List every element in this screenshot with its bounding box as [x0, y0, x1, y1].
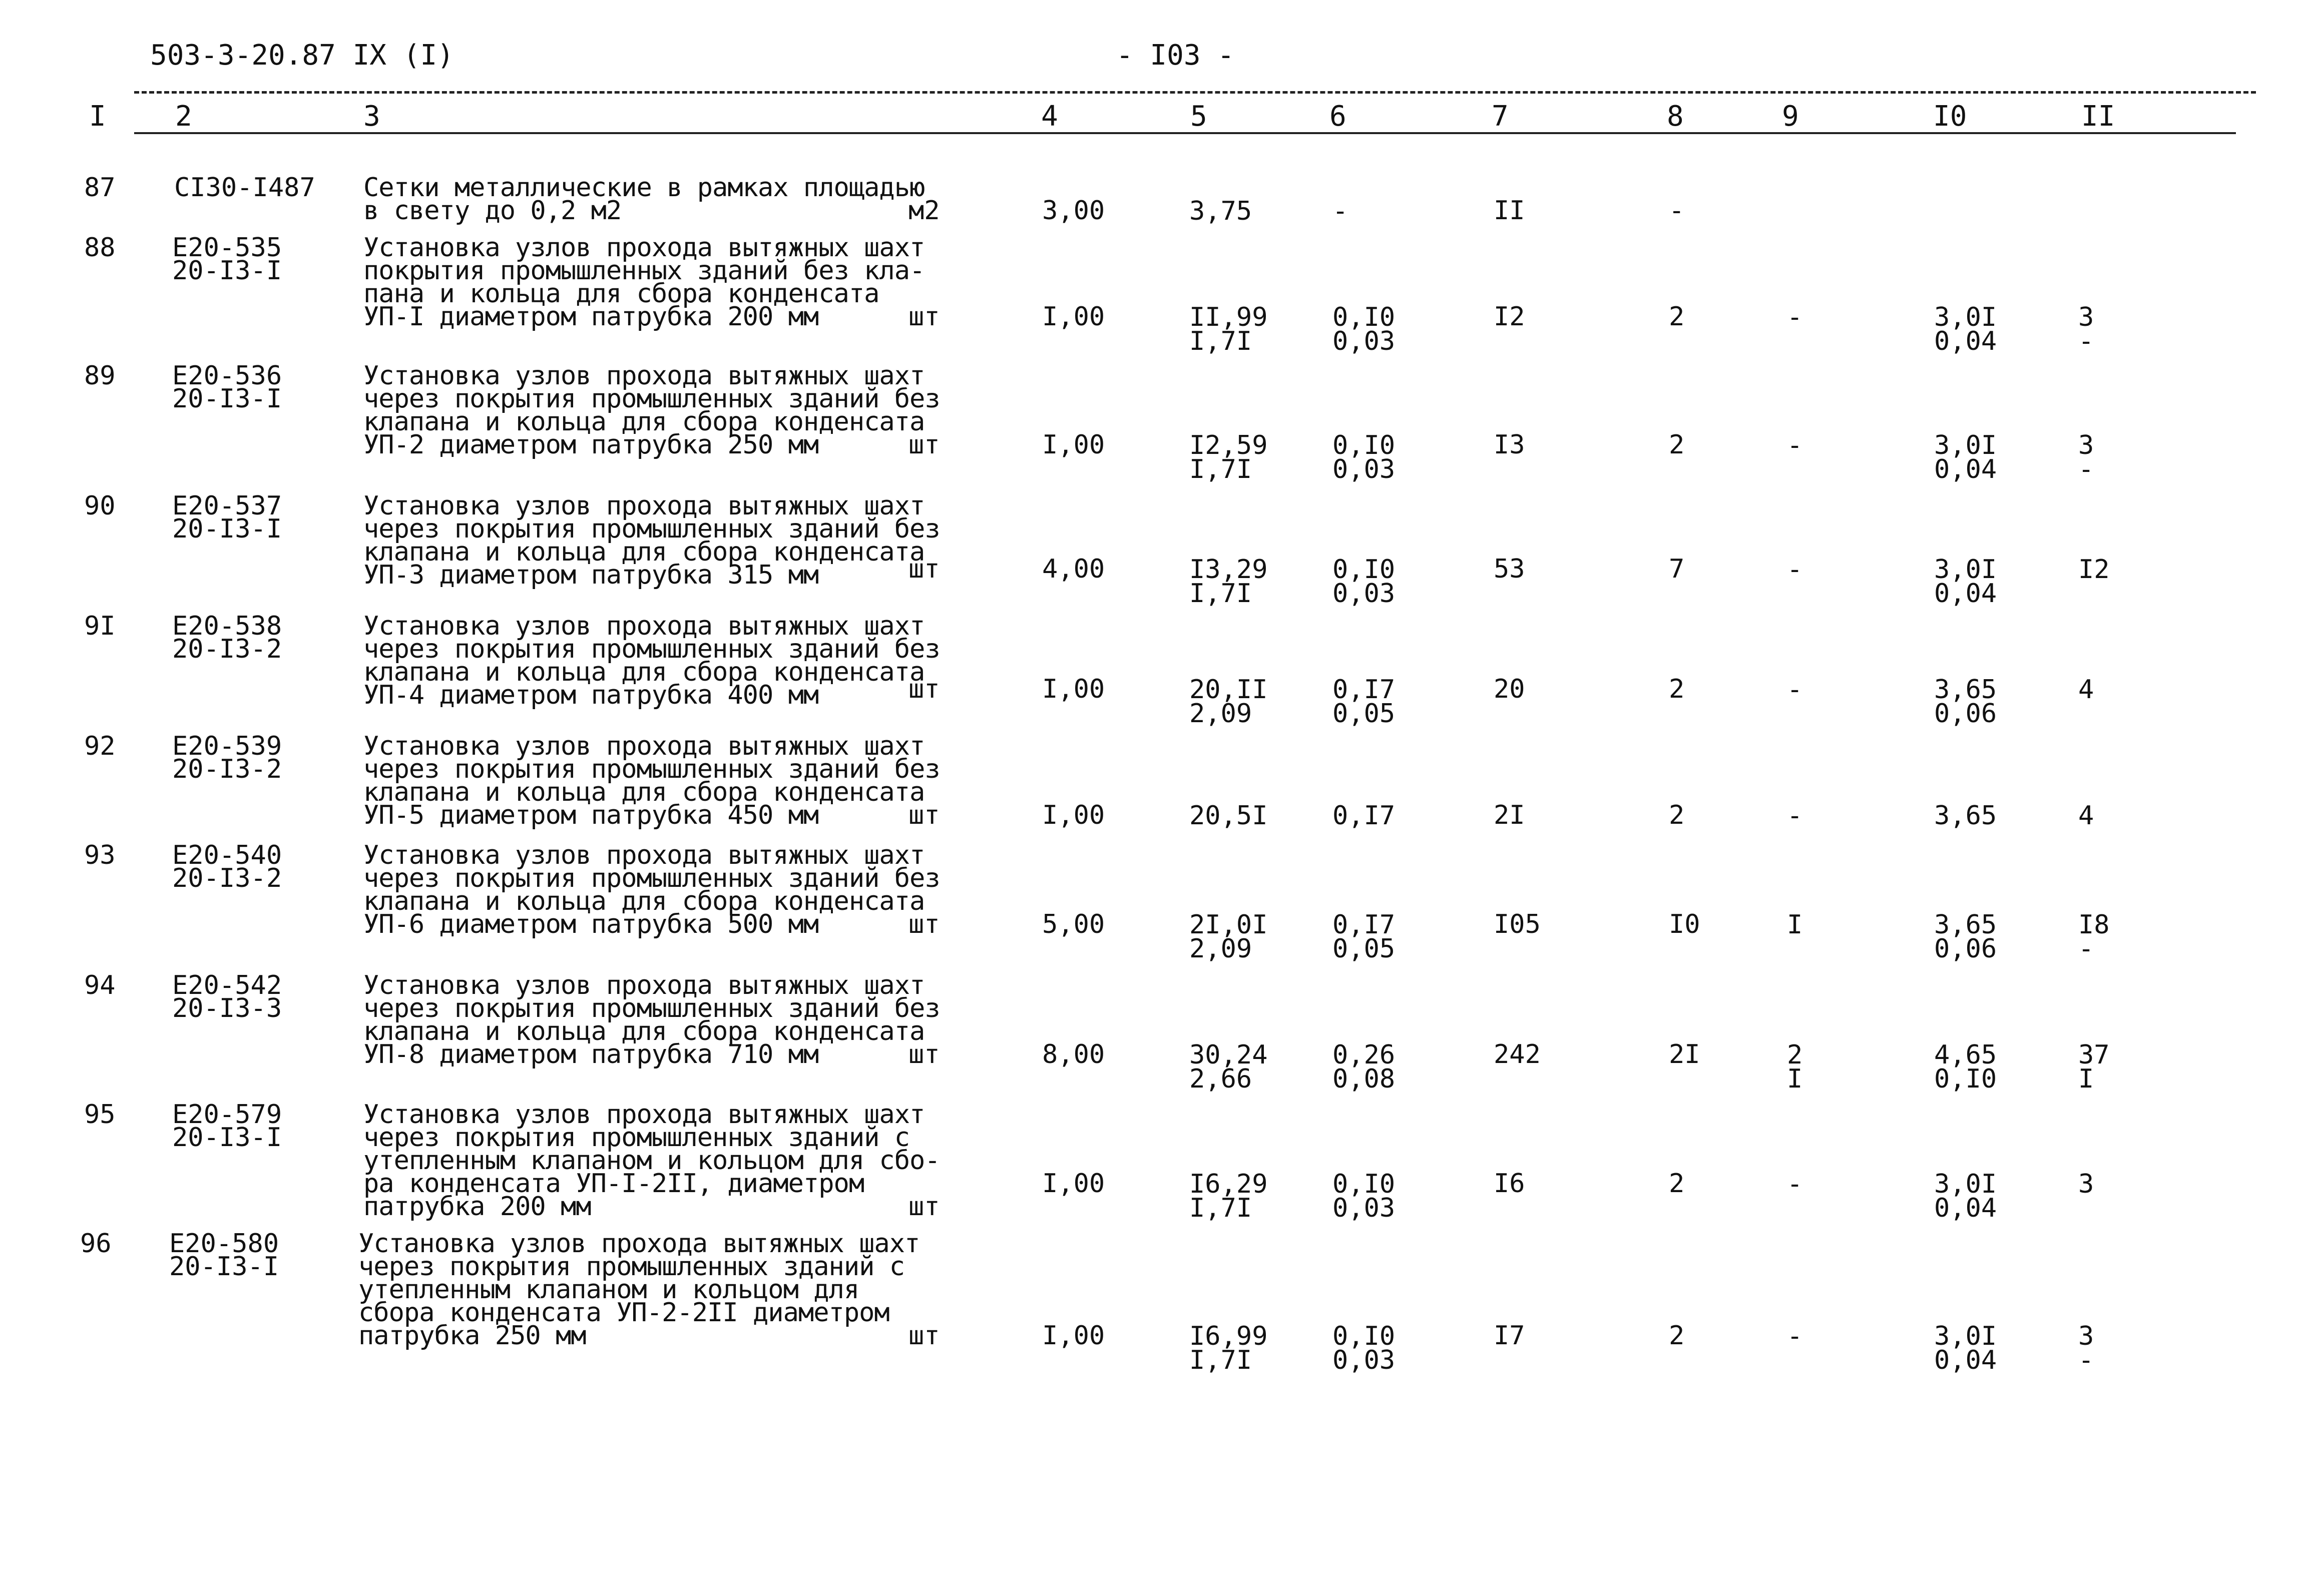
row-number: 92: [84, 731, 116, 761]
col-8-value: -: [1669, 196, 1685, 226]
unit: шт: [908, 1321, 940, 1351]
unit: шт: [908, 430, 940, 460]
col-5-value: 20,5I: [1189, 801, 1268, 831]
col-10-value: 3,65 0,06: [1934, 675, 1997, 729]
col-7-value: II: [1494, 196, 1525, 226]
col-11-value: 3 -: [2078, 302, 2094, 356]
row-number: 96: [80, 1229, 112, 1259]
page-number: - I03 -: [1116, 39, 1235, 72]
unit: шт: [908, 554, 940, 584]
unit: шт: [908, 302, 940, 332]
col-6-value: 0,I0 0,03: [1332, 430, 1396, 484]
quantity: 4,00: [1042, 554, 1105, 584]
col-6-value: 0,I7 0,05: [1332, 910, 1396, 964]
col-7-value: I2: [1494, 302, 1525, 332]
col-8-value: 2: [1669, 800, 1685, 830]
row-number: 87: [84, 173, 116, 203]
unit: шт: [908, 1192, 940, 1222]
col-8-value: 7: [1669, 554, 1685, 584]
col-7-value: I05: [1494, 909, 1541, 939]
rate-code: Е20-539 20-I3-2: [172, 731, 282, 784]
col-5-value: I2,59 I,7I: [1189, 430, 1268, 484]
col-9-value: -: [1787, 430, 1803, 460]
column-number: I0: [1933, 100, 1967, 133]
rate-code: Е20-538 20-I3-2: [172, 611, 282, 664]
item-description: Установка узлов прохода вытяжных шахт покрытия промышленных зданий без кла- пана и кольца для сбора конденсата УП-I диаметром патрубка 200 мм: [363, 233, 925, 332]
item-description: Установка узлов прохода вытяжных шахт через покрытия промышленных зданий без клапана и кольца для сбора конденсата УП-4 диаметром патрубка 400 мм: [363, 611, 940, 710]
col-7-value: 53: [1494, 554, 1525, 584]
col-11-value: I8 -: [2078, 910, 2110, 964]
col-10-value: 3,0I 0,04: [1934, 555, 1997, 609]
header-top-rule: [134, 91, 2256, 94]
rate-code: Е20-540 20-I3-2: [172, 840, 282, 893]
col-9-value: -: [1787, 801, 1803, 831]
rate-code: CI30-I487: [174, 173, 315, 203]
unit: шт: [908, 674, 940, 704]
rate-code: Е20-536 20-I3-I: [172, 361, 282, 414]
col-11-value: 3: [2078, 1169, 2094, 1199]
col-6-value: -: [1332, 196, 1348, 226]
col-7-value: 2I: [1494, 800, 1525, 830]
quantity: 3,00: [1042, 196, 1105, 226]
row-number: 95: [84, 1100, 116, 1130]
row-number: 89: [84, 361, 116, 391]
quantity: I,00: [1042, 1169, 1105, 1199]
column-number: 3: [363, 100, 380, 133]
row-number: 9I: [84, 611, 116, 641]
quantity: I,00: [1042, 430, 1105, 460]
col-5-value: I3,29 I,7I: [1189, 555, 1268, 609]
col-11-value: I2: [2078, 555, 2110, 585]
col-7-value: 242: [1494, 1039, 1541, 1070]
col-6-value: 0,I7: [1332, 801, 1396, 831]
col-9-value: I: [1787, 910, 1803, 940]
quantity: I,00: [1042, 1321, 1105, 1351]
col-6-value: 0,I7 0,05: [1332, 675, 1396, 729]
quantity: I,00: [1042, 674, 1105, 704]
col-8-value: 2: [1669, 302, 1685, 332]
col-5-value: 2I,0I 2,09: [1189, 910, 1268, 964]
item-description: Установка узлов прохода вытяжных шахт через покрытия промышленных зданий без клапана и кольца для сбора конденсата УП-6 диаметром патрубка 500 мм: [363, 840, 940, 939]
item-description: Сетки металлические в рамках площадью в свету до 0,2 м2: [363, 173, 925, 226]
col-5-value: 3,75: [1189, 196, 1252, 226]
column-number: 7: [1492, 100, 1509, 133]
column-number: 4: [1041, 100, 1058, 133]
column-number: 2: [175, 100, 192, 133]
col-8-value: I0: [1669, 909, 1700, 939]
col-5-value: II,99 I,7I: [1189, 302, 1268, 356]
col-8-value: 2: [1669, 1169, 1685, 1199]
rate-code: Е20-537 20-I3-I: [172, 491, 282, 544]
col-11-value: 4: [2078, 801, 2094, 831]
col-8-value: 2: [1669, 1321, 1685, 1351]
col-8-value: 2: [1669, 430, 1685, 460]
col-5-value: 30,24 2,66: [1189, 1040, 1268, 1094]
quantity: I,00: [1042, 800, 1105, 830]
col-7-value: I7: [1494, 1321, 1525, 1351]
col-11-value: 3 -: [2078, 1321, 2094, 1375]
col-5-value: I6,99 I,7I: [1189, 1321, 1268, 1375]
col-10-value: 3,0I 0,04: [1934, 1169, 1997, 1223]
item-description: Установка узлов прохода вытяжных шахт через покрытия промышленных зданий с утепленным клапаном и кольцом для сбо- ра конденсата УП-I-2II, диаметром патрубка 200 мм: [363, 1100, 940, 1222]
col-10-value: 3,65: [1934, 801, 1997, 831]
col-6-value: 0,I0 0,03: [1332, 1169, 1396, 1223]
column-number: 5: [1190, 100, 1207, 133]
unit: шт: [908, 909, 940, 939]
rate-code: Е20-535 20-I3-I: [172, 233, 282, 286]
column-number: II: [2081, 100, 2115, 133]
col-9-value: -: [1787, 675, 1803, 705]
col-9-value: -: [1787, 302, 1803, 332]
document-code: 503-3-20.87 IX (I): [150, 39, 454, 72]
row-number: 93: [84, 840, 116, 870]
quantity: 5,00: [1042, 909, 1105, 939]
unit: шт: [908, 800, 940, 830]
item-description: Установка узлов прохода вытяжных шахт через покрытия промышленных зданий без клапана и кольца для сбора конденсата УП-8 диаметром патрубка 710 мм: [363, 970, 940, 1070]
item-description: Установка узлов прохода вытяжных шахт через покрытия промышленных зданий без клапана и кольца для сбора конденсата УП-3 диаметром патрубка 315 мм: [363, 491, 940, 590]
row-number: 88: [84, 233, 116, 263]
column-number: I: [89, 100, 106, 133]
quantity: I,00: [1042, 302, 1105, 332]
rate-code: Е20-580 20-I3-I: [169, 1229, 279, 1282]
col-9-value: -: [1787, 1321, 1803, 1351]
col-11-value: 3 -: [2078, 430, 2094, 484]
row-number: 90: [84, 491, 116, 521]
col-9-value: -: [1787, 1169, 1803, 1199]
rate-code: Е20-579 20-I3-I: [172, 1100, 282, 1153]
column-number: 6: [1329, 100, 1346, 133]
header-bottom-rule: [134, 132, 2236, 134]
col-11-value: 4: [2078, 675, 2094, 705]
col-6-value: 0,26 0,08: [1332, 1040, 1396, 1094]
col-6-value: 0,I0 0,03: [1332, 302, 1396, 356]
unit: м2: [908, 196, 940, 226]
col-7-value: I3: [1494, 430, 1525, 460]
col-8-value: 2I: [1669, 1039, 1700, 1070]
column-number: 9: [1782, 100, 1799, 133]
item-description: Установка узлов прохода вытяжных шахт через покрытия промышленных зданий без клапана и кольца для сбора конденсата УП-2 диаметром патрубка 250 мм: [363, 361, 940, 460]
item-description: Установка узлов прохода вытяжных шахт через покрытия промышленных зданий без клапана и кольца для сбора конденсата УП-5 диаметром патрубка 450 мм: [363, 731, 940, 830]
col-9-value: -: [1787, 555, 1803, 585]
quantity: 8,00: [1042, 1039, 1105, 1070]
col-9-value: 2 I: [1787, 1040, 1803, 1094]
row-number: 94: [84, 970, 116, 1000]
rate-code: Е20-542 20-I3-3: [172, 970, 282, 1023]
col-7-value: 20: [1494, 674, 1525, 704]
col-6-value: 0,I0 0,03: [1332, 555, 1396, 609]
col-10-value: 4,65 0,I0: [1934, 1040, 1997, 1094]
column-number: 8: [1667, 100, 1684, 133]
col-11-value: 37 I: [2078, 1040, 2110, 1094]
col-10-value: 3,0I 0,04: [1934, 302, 1997, 356]
col-5-value: I6,29 I,7I: [1189, 1169, 1268, 1223]
col-7-value: I6: [1494, 1169, 1525, 1199]
col-5-value: 20,II 2,09: [1189, 675, 1268, 729]
col-6-value: 0,I0 0,03: [1332, 1321, 1396, 1375]
col-10-value: 3,0I 0,04: [1934, 430, 1997, 484]
col-8-value: 2: [1669, 674, 1685, 704]
col-10-value: 3,0I 0,04: [1934, 1321, 1997, 1375]
col-10-value: 3,65 0,06: [1934, 910, 1997, 964]
item-description: Установка узлов прохода вытяжных шахт через покрытия промышленных зданий с утепленным клапаном и кольцом для сбора конденсата УП-2-2II диаметром патрубка 250 мм: [358, 1229, 920, 1351]
unit: шт: [908, 1039, 940, 1070]
